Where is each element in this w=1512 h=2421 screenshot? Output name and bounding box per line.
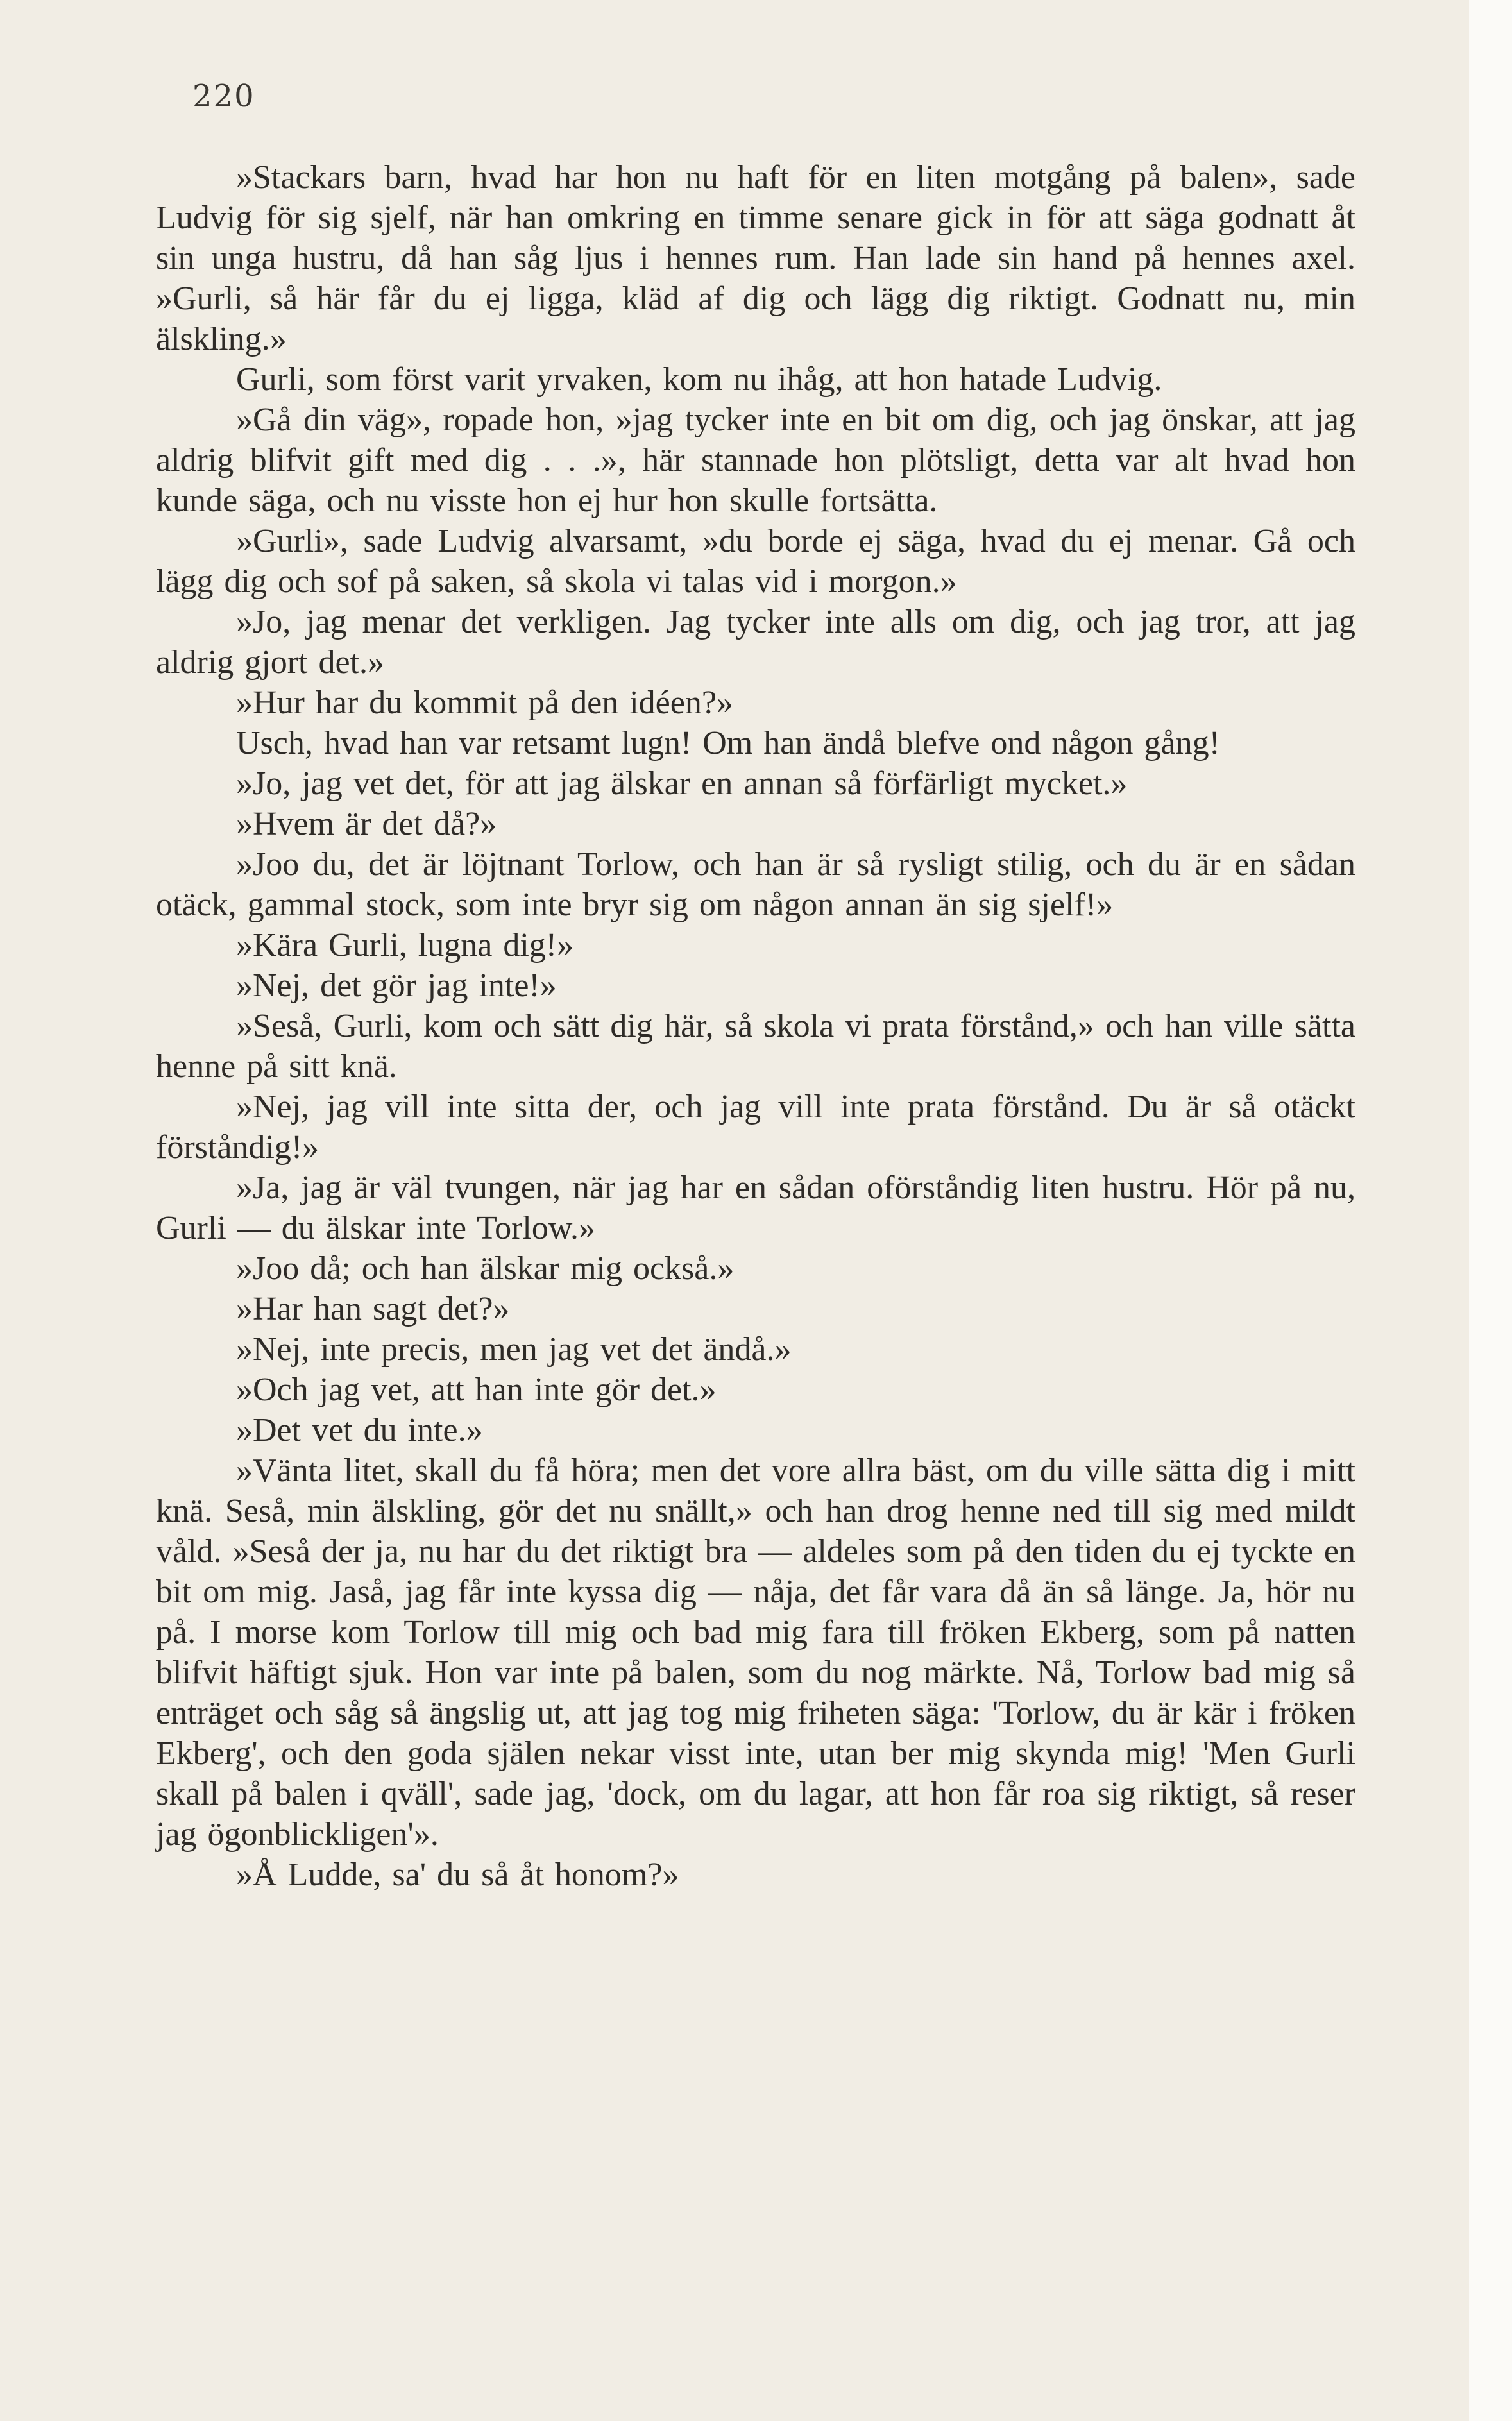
paragraph: »Ja, jag är väl tvungen, när jag har en sådan oförståndig liten hustru. Hör på nu, Gurli — du älskar inte Torlow.» (156, 1169, 1366, 1246)
paragraph: »Joo då; och han älskar mig också.» (236, 1250, 735, 1287)
paragraph: »Vänta litet, skall du få höra; men det vore allra bäst, om du ville sätta dig i mitt knä. Seså, min älskling, gör det nu snällt,» och han drog henne ned till sig med mildt våld. »Seså der ja, nu har du det riktigt bra — aldeles som på den tiden du ej tyckte en bit om mig. Jaså, jag får inte kyssa dig — nåja, det får vara då än så länge. Ja, hör nu på. I morse kom Torlow till mig och bad mig fara till fröken Ekberg, som på natten blifvit häftigt sjuk. Hon var inte på balen, som du nog märkte. Nå, Torlow bad mig så enträget och såg så ängslig ut, att jag tog mig friheten säga: 'Torlow, du är kär i fröken Ekberg', och den goda själen nekar visst inte, utan ber mig skynda mig! 'Men Gurli skall på balen i qväll', sade jag, 'dock, om du lagar, att hon får roa sig riktigt, så reser jag ögonblickligen'». (156, 1452, 1366, 1853)
paragraph: »Stackars barn, hvad har hon nu haft för en liten motgång på balen», sade Ludvig för sig sjelf, när han omkring en timme senare gick in för att säga godnatt åt sin unga hustru, då han såg ljus i hennes rum. Han lade sin hand på hennes axel. »Gurli, så här får du ej ligga, kläd af dig och lägg dig riktigt. Godnatt nu, min älskling.» (156, 159, 1366, 357)
paragraph: Usch, hvad han var retsamt lugn! Om han ändå blefve ond någon gång! (236, 725, 1220, 761)
paragraph: »Gurli», sade Ludvig alvarsamt, »du borde ej säga, hvad du ej menar. Gå och lägg dig och sof på saken, så skola vi talas vid i morgon.» (156, 523, 1366, 600)
paragraph: »Kära Gurli, lugna dig!» (236, 927, 574, 964)
paragraph: »Hur har du kommit på den idéen?» (236, 684, 733, 721)
page-margin-edge (1469, 0, 1512, 2421)
paragraph: »Nej, det gör jag inte!» (236, 967, 557, 1004)
paragraph: »Gå din väg», ropade hon, »jag tycker inte en bit om dig, och jag önskar, att jag aldrig blifvit gift med dig . . .», här stannade hon plötsligt, detta var alt hvad hon kunde säga, och nu visste hon ej hur hon skulle fortsätta. (156, 402, 1366, 519)
body-text (156, 157, 1366, 1895)
paragraph: »Nej, inte precis, men jag vet det ändå.» (236, 1331, 792, 1368)
paragraph: »Har han sagt det?» (236, 1291, 510, 1327)
paragraph: »Seså, Gurli, kom och sätt dig här, så skola vi prata förstånd,» och han ville sätta henne på sitt knä. (156, 1008, 1366, 1085)
paragraph: »Joo du, det är löjtnant Torlow, och han är så rysligt stilig, och du är en sådan otäck, gammal stock, som inte bryr sig om någon annan än sig sjelf!» (156, 846, 1366, 923)
paragraph: Gurli, som först varit yrvaken, kom nu ihåg, att hon hatade Ludvig. (236, 361, 1162, 398)
paragraph: »Nej, jag vill inte sitta der, och jag vill inte prata förstånd. Du är så otäckt förståndig!» (156, 1089, 1366, 1166)
paragraph: »Det vet du inte.» (236, 1412, 483, 1448)
paragraph: »Och jag vet, att han inte gör det.» (236, 1372, 717, 1408)
paragraph: »Å Ludde, sa' du så åt honom?» (236, 1856, 679, 1893)
paragraph: »Jo, jag vet det, för att jag älskar en annan så förfärligt mycket.» (236, 765, 1128, 802)
paragraph: »Jo, jag menar det verkligen. Jag tycker inte alls om dig, och jag tror, att jag aldrig gjort det.» (156, 604, 1366, 681)
page-number: 220 (192, 78, 255, 114)
paragraph: »Hvem är det då?» (236, 806, 497, 842)
